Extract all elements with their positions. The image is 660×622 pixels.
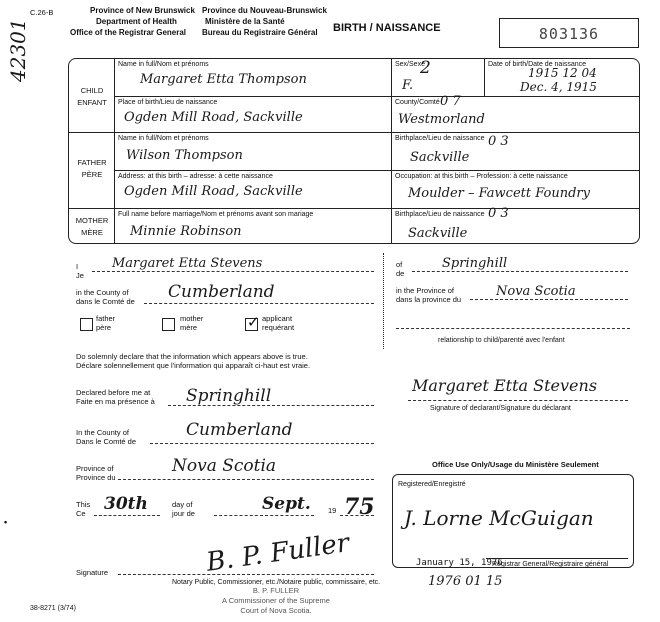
declaration-i-label: I Je (76, 262, 84, 280)
declaration-of-label: of de (396, 260, 405, 278)
header-fr-province: Province du Nouveau-Brunswick (202, 6, 327, 15)
child-section-fr: ENFANT (77, 98, 107, 107)
registrar-label: Registrar General/Registraire général (492, 561, 609, 568)
declarant-signature: Margaret Etta Stevens (412, 376, 598, 395)
declarant-signature-label: Signature of declarant/Signature du déclarant (430, 405, 571, 412)
signature-label: Signature (76, 568, 109, 577)
applicant-checkbox-label: applicant requérant (262, 314, 295, 332)
father-birthplace-label: Birthplace/Lieu de naissance (395, 135, 485, 142)
child-dob-label: Date of birth/Date de naissance (488, 61, 587, 68)
mother-section-en: MOTHER (75, 216, 109, 225)
registered-label: Registered/Enregistré (398, 481, 466, 488)
child-sex-label: Sex/Sexe (395, 61, 425, 68)
form-code: C.26-B (30, 8, 54, 17)
registrar-signature: J. Lorne McGuigan (404, 506, 594, 530)
child-county-label: County/Comté (395, 99, 440, 106)
declared-before-label: Declared before me at Faite en ma présence à (76, 388, 155, 406)
registered-date-typed: January 15, 1976 (416, 558, 503, 568)
mother-checkbox-label: mother mère (180, 314, 204, 332)
declaration-of-value: Springhill (442, 256, 508, 271)
child-county: Westmorland (398, 112, 485, 127)
county2-label: In the County of Dans le Comté de (76, 428, 137, 446)
father-address: Ogden Mill Road, Sackville (124, 184, 303, 199)
mother-name: Minnie Robinson (130, 224, 242, 239)
month-value: Sept. (262, 494, 311, 514)
declaration-province: Nova Scotia (496, 284, 576, 299)
declared-before-place: Springhill (186, 386, 272, 406)
office-use-title: Office Use Only/Usage du Ministère Seulement (432, 460, 599, 469)
header-fr-department: Ministère de la Santé (205, 17, 285, 26)
side-number: 42301 (6, 18, 30, 82)
notary-label: Notary Public, Commissioner, etc./Notaire public, commissaire, etc. (172, 579, 381, 586)
father-section-fr: PÈRE (81, 170, 103, 179)
year-prefix: 19 (328, 506, 337, 515)
declarant-name: Margaret Etta Stevens (112, 256, 263, 271)
stamp-line3: Court of Nova Scotia. (240, 606, 312, 615)
father-name: Wilson Thompson (126, 148, 243, 163)
stamp-line2: A Commissioner of the Supreme (222, 596, 330, 605)
this-label: This Ce (76, 500, 91, 518)
notary-signature: B. P. Fuller (204, 528, 352, 578)
registered-date-hand: 1976 01 15 (428, 574, 503, 589)
mother-checkbox[interactable] (162, 318, 175, 331)
father-occupation: Moulder – Fawcett Foundry (408, 186, 590, 201)
stamp-line1: B. P. FULLER (252, 586, 300, 595)
declaration-county: Cumberland (168, 282, 275, 302)
solemn-en: Do solemnly declare that the information which appears above is true. (76, 352, 308, 361)
serial-box (499, 18, 639, 48)
father-section-en: FATHER (77, 158, 107, 167)
year-value: 75 (344, 494, 375, 520)
child-name: Margaret Etta Thompson (140, 72, 307, 87)
child-name-label: Name in full/Nom et prénoms (118, 61, 209, 68)
day-of-label: day of jour de (172, 500, 195, 518)
child-dob: Dec. 4, 1915 (520, 80, 597, 94)
mother-section-fr: MÈRE (81, 228, 103, 237)
father-occupation-label: Occupation: at this birth – Profession: à cette naissance (395, 173, 568, 180)
child-dob-code: 1915 12 04 (528, 66, 597, 80)
child-sex: F. (402, 78, 414, 93)
header-en-province: Province of New Brunswick (90, 6, 195, 15)
solemn-fr: Déclare solennellement que l'information qui apparaît ci-haut est vraie. (76, 361, 311, 370)
child-section-en: CHILD (80, 86, 104, 95)
relationship-label: relationship to child/parenté avec l'enfant (438, 337, 565, 344)
father-name-label: Name in full/Nom et prénoms (118, 135, 209, 142)
father-birthplace: Sackville (410, 150, 470, 165)
serial-number: 803136 (538, 25, 600, 43)
mother-birthplace: Sackville (408, 226, 468, 241)
child-sex-code: 2 (420, 58, 431, 78)
province2-label: Province of Province du (76, 464, 116, 482)
header-en-office: Office of the Registrar General (70, 28, 187, 37)
header-en-department: Department of Health (96, 17, 177, 26)
mother-birthplace-label: Birthplace/Lieu de naissance (395, 211, 485, 218)
declaration-province-label: in the Province of dans la province du (396, 286, 462, 304)
mother-name-label: Full name before marriage/Nom et prénoms avant son mariage (118, 211, 314, 218)
mother-birthplace-code: 0 3 (488, 206, 509, 221)
declaration-county-label: in the County of dans le Comté de (76, 288, 135, 306)
father-birthplace-code: 0 3 (488, 134, 509, 149)
child-place-label: Place of birth/Lieu de naissance (118, 99, 218, 106)
footer-code: 38-8271 (3/74) (30, 605, 76, 612)
father-address-label: Address: at this birth – adresse: à cette naissance (118, 173, 273, 180)
child-place: Ogden Mill Road, Sackville (124, 110, 303, 125)
check-mark-icon: ✓ (247, 314, 260, 331)
county2-value: Cumberland (186, 420, 293, 440)
header-fr-office: Bureau du Registraire Général (202, 28, 318, 37)
margin-mark: • (4, 517, 8, 527)
child-county-code: 0 7 (440, 94, 461, 109)
father-checkbox-label: father père (96, 314, 116, 332)
form-title: BIRTH / NAISSANCE (333, 22, 441, 34)
day-value: 30th (104, 494, 148, 514)
father-checkbox[interactable] (80, 318, 93, 331)
province2-value: Nova Scotia (172, 456, 277, 476)
applicant-checkbox[interactable] (245, 314, 260, 331)
